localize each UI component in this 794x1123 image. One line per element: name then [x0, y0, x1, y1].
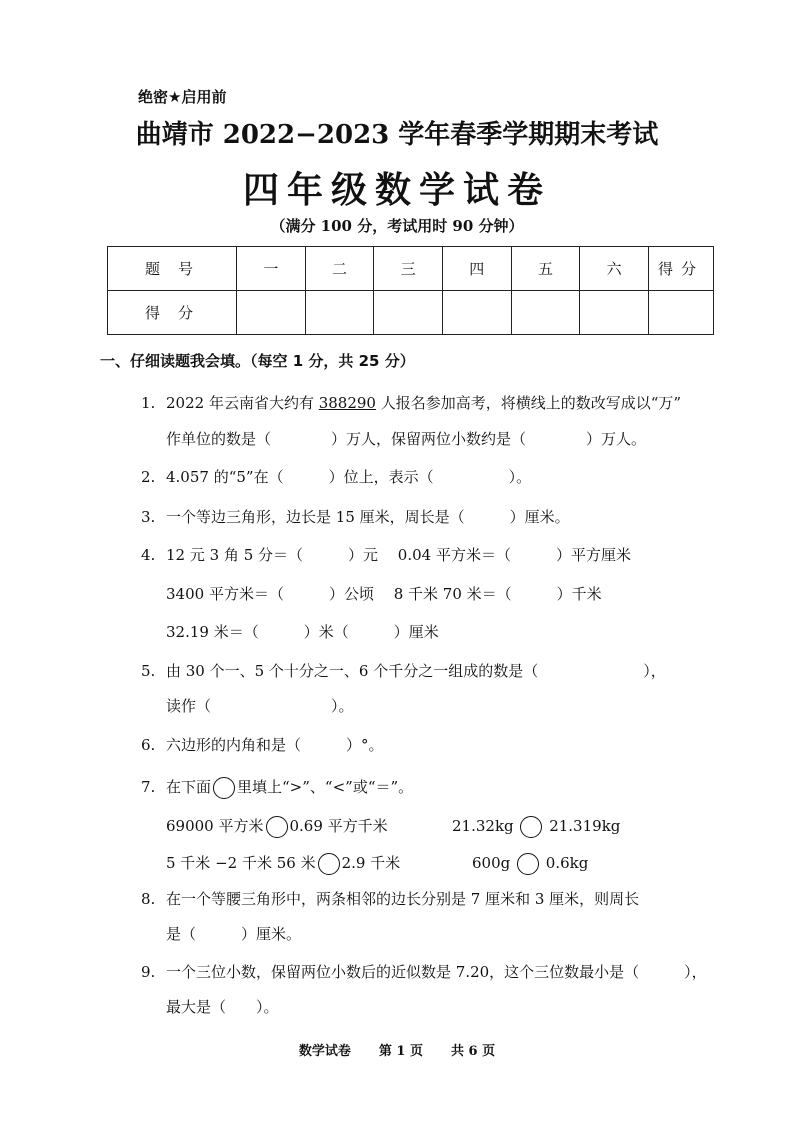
score-input-cell[interactable] — [511, 291, 580, 335]
score-table-score-row — [108, 291, 714, 335]
confidential-label: 绝密★启用前 — [138, 88, 227, 106]
score-table — [107, 246, 714, 335]
question-7-instruction — [166, 777, 413, 799]
score-input-cell[interactable] — [442, 291, 511, 335]
compare-left: 600g — [472, 854, 511, 872]
compare-right: 2.9 千米 — [341, 854, 401, 872]
question-4-line-2: 3400 平方米＝（ ）公顷 8 千米 70 米＝（ ）千米 — [166, 585, 602, 603]
score-cell: 三 — [374, 247, 443, 291]
exam-title: 曲靖市 2022−2023 学年春季学期期末考试 — [135, 120, 659, 150]
compare-left: 5 千米 −2 千米 56 米 — [166, 854, 316, 872]
question-number: 4. — [141, 546, 156, 564]
question-8-line-1: 在一个等腰三角形中，两条相邻的边长分别是 7 厘米和 3 厘米，则周长 — [166, 890, 640, 908]
score-cell: 一 — [237, 247, 306, 291]
compare-right: 0.69 平方千米 — [289, 817, 388, 835]
compare-item-2 — [452, 816, 620, 838]
question-5-line-2: 读作（ ）。 — [166, 697, 354, 715]
question-text: 里填上“>”、“<”或“＝”。 — [237, 778, 414, 796]
question-5-line-1: 由 30 个一、5 个十分之一、6 个千分之一组成的数是（ ）， — [166, 662, 666, 680]
question-1-line-1 — [166, 393, 681, 413]
compare-circle-input[interactable] — [517, 853, 539, 875]
question-number: 3. — [141, 508, 156, 526]
compare-left: 69000 平方米 — [166, 817, 264, 835]
question-4-line-1: 12 元 3 角 5 分＝（ ）元 0.04 平方米＝（ ）平方厘米 — [166, 546, 631, 564]
question-number: 2. — [141, 468, 156, 486]
compare-circle-input[interactable] — [266, 816, 288, 838]
compare-left: 21.32kg — [452, 817, 514, 835]
underlined-number: 388290 — [318, 394, 376, 412]
question-number: 6. — [141, 736, 156, 754]
question-number: 1. — [141, 394, 156, 412]
question-3-text: 一个等边三角形，边长是 15 厘米，周长是（ ）厘米。 — [166, 508, 570, 526]
question-2-text: 4.057 的“5”在（ ）位上，表示（ ）。 — [166, 468, 532, 486]
page-footer — [0, 1040, 794, 1059]
question-number: 7. — [141, 778, 156, 796]
section-heading: 一、仔细读题我会填。（每空 1 分，共 25 分） — [100, 352, 415, 370]
question-8-line-2: 是（ ）厘米。 — [166, 925, 302, 943]
question-9-line-2: 最大是（ ）。 — [166, 998, 279, 1016]
compare-item-1 — [166, 816, 388, 838]
exam-subtitle: （满分 100 分，考试用时 90 分钟） — [270, 217, 524, 235]
question-1-line-2: 作单位的数是（ ）万人，保留两位小数约是（ ）万人。 — [166, 430, 647, 448]
question-text: 2022 年云南省大约有 — [166, 394, 319, 412]
score-table-header-row — [108, 247, 714, 291]
score-cell: 二 — [305, 247, 374, 291]
score-input-cell[interactable] — [649, 291, 714, 335]
score-cell: 六 — [580, 247, 649, 291]
score-cell: 得分 — [649, 247, 714, 291]
score-cell: 题号 — [108, 247, 237, 291]
score-input-cell[interactable] — [374, 291, 443, 335]
score-input-cell[interactable] — [305, 291, 374, 335]
footer-page-number: 第 1 页 — [378, 1044, 423, 1059]
question-6-text: 六边形的内角和是（ ）°。 — [166, 736, 384, 754]
score-input-cell[interactable] — [580, 291, 649, 335]
compare-circle-input[interactable] — [318, 853, 340, 875]
compare-right: 0.6kg — [545, 854, 589, 872]
score-input-cell[interactable] — [237, 291, 306, 335]
score-cell: 四 — [442, 247, 511, 291]
question-4-line-3: 32.19 米＝（ ）米（ ）厘米 — [166, 623, 439, 641]
compare-item-4 — [472, 853, 588, 875]
question-number: 8. — [141, 890, 156, 908]
compare-circle-input[interactable] — [520, 816, 542, 838]
compare-right: 21.319kg — [549, 817, 621, 835]
question-number: 5. — [141, 662, 156, 680]
compare-item-3 — [166, 853, 400, 875]
question-text: 人报名参加高考，将横线上的数改写成以“万” — [375, 394, 682, 412]
footer-subject: 数学试卷 — [298, 1044, 351, 1059]
question-number: 9. — [141, 963, 156, 981]
footer-total-pages: 共 6 页 — [451, 1044, 496, 1059]
score-cell: 得分 — [108, 291, 237, 335]
question-9-line-1: 一个三位小数，保留两位小数后的近似数是 7.20，这个三位数最小是（ ）， — [166, 963, 707, 981]
score-cell: 五 — [511, 247, 580, 291]
paper-title: 四年级数学试卷 — [242, 169, 551, 211]
question-text: 在下面 — [166, 778, 212, 796]
circle-blank-icon — [213, 777, 235, 799]
